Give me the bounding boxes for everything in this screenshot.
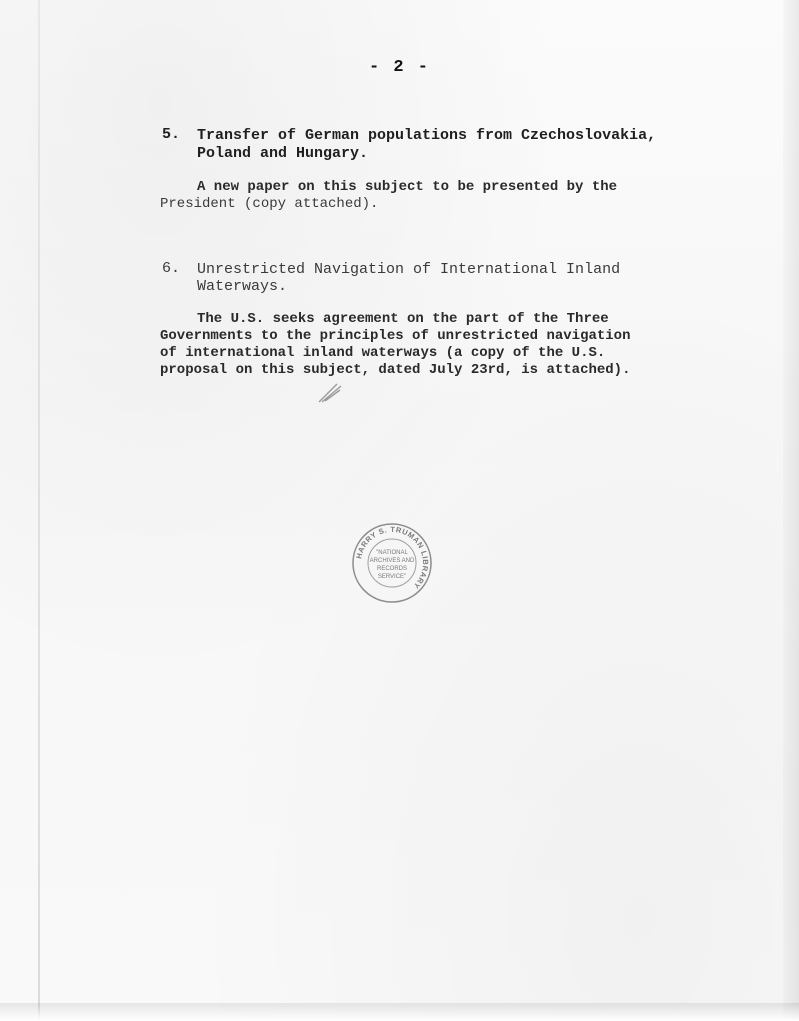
- page-right-edge-shadow: [783, 0, 799, 1021]
- ink-smudge-mark: [315, 378, 345, 406]
- stamp-center-line-2: ARCHIVES AND: [369, 558, 415, 564]
- item-6-body-line-4: proposal on this subject, dated July 23rd, is attached).: [160, 362, 631, 378]
- item-5-title-line-1: Transfer of German populations from Czechoslovakia,: [197, 127, 657, 144]
- item-6-number: 6.: [162, 260, 181, 277]
- archive-stamp: [351, 522, 433, 604]
- stamp-ring-text: HARRY S. TRUMAN LIBRARY: [354, 524, 431, 591]
- item-6-body-line-2: Governments to the principles of unrestricted navigation: [160, 328, 631, 344]
- item-5-body-line-1: A new paper on this subject to be presented by the: [197, 179, 618, 195]
- item-6-title-line-2: Waterways.: [197, 278, 288, 295]
- stamp-center-line-3: RECORDS: [376, 566, 408, 572]
- item-5-body-line-2: President (copy attached).: [160, 196, 379, 212]
- page-bottom-edge-shadow: [0, 1003, 799, 1021]
- item-6-title-line-1: Unrestricted Navigation of International Inland: [197, 261, 621, 278]
- page-left-edge-shadow: [38, 0, 40, 1021]
- item-6-body-line-3: of international inland waterways (a copy of the U.S.: [160, 345, 606, 361]
- item-6-body-line-1: The U.S. seeks agreement on the part of the Three: [197, 311, 609, 327]
- item-5-title-line-2: Poland and Hungary.: [197, 145, 369, 162]
- stamp-center-line-4: SERVICE": [377, 574, 407, 580]
- page-number: - 2 -: [368, 58, 430, 77]
- stamp-center-line-1: "NATIONAL: [376, 550, 408, 556]
- item-5-number: 5.: [162, 126, 181, 143]
